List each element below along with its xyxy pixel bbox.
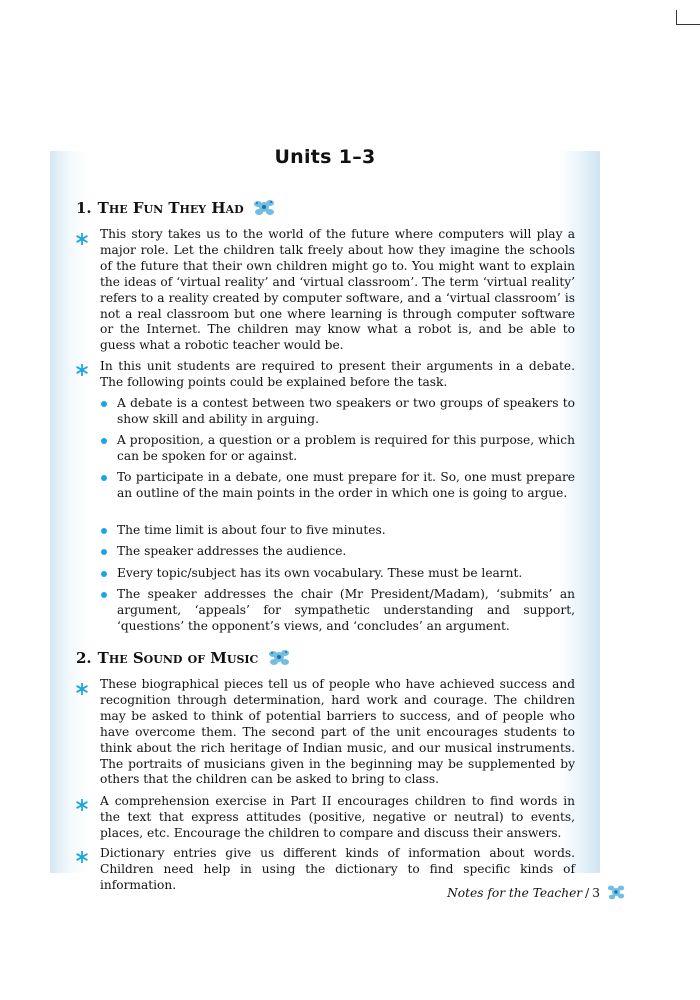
list-item: The time limit is about four to five minutes.	[117, 523, 386, 537]
dot-bullet-icon	[101, 401, 107, 407]
asterisk-star-icon	[76, 851, 88, 863]
blue-flower-emblem-icon	[606, 882, 626, 906]
crop-mark	[676, 24, 700, 25]
page-title: Units 1–3	[274, 146, 376, 168]
section-number: 2.	[76, 649, 92, 667]
paragraph: In this unit students are required to present their arguments in a debate. The following points could be explained before the task.	[100, 359, 575, 389]
dot-bullet-icon	[101, 475, 107, 481]
list-item: A proposition, a question or a problem is required for this purpose, which can be spoken for or against.	[117, 433, 575, 463]
section-title: The Sound of Music	[97, 649, 259, 667]
asterisk-star-icon	[76, 683, 88, 695]
page-number: 3	[592, 886, 600, 900]
paragraph: A comprehension exercise in Part II encourages children to find words in the text that express attitudes (positive, negative or neutral) to events, places, etc. Encourage the children to compare and discuss their answers.	[100, 794, 575, 840]
footer-label: Notes for the Teacher	[447, 886, 583, 900]
asterisk-star-icon	[76, 233, 88, 245]
paragraph: Dictionary entries give us different kinds of information about words. Children need help in using the dictionary to find specific kinds of information.	[100, 846, 575, 892]
running-footer	[447, 886, 600, 900]
list-item: The speaker addresses the chair (Mr President/Madam), ‘submits’ an argument, ‘appeals’ for sympathetic understanding and support, ‘questions’ the opponent’s views, and ‘concludes’ an argument.	[117, 587, 575, 633]
section-number: 1.	[76, 199, 92, 217]
paragraph: These biographical pieces tell us of people who have achieved success and recognition through determination, hard work and courage. The children may be asked to think of potential barriers to success, and of people who have overcome them. The second part of the unit encourages students to think about the rich heritage of Indian music, and our musical instruments. The portraits of musicians given in the beginning may be supplemented by others that the children can be asked to bring to class.	[100, 677, 575, 787]
list-item: Every topic/subject has its own vocabulary. These must be learnt.	[117, 566, 523, 580]
paragraph: This story takes us to the world of the future where computers will play a major role. Let the children talk freely about how they imagine the schools of the future that their own children might go to. You might want to explain the ideas of ‘virtual reality’ and ‘virtual classroom’. The term ‘virtual reality’ refers to a reality created by computer software, and a ‘virtual classroom’ is not a real classroom but one where learning is through computer software or the Internet. The children may know what a robot is, and be able to guess what a robotic teacher would be.	[100, 227, 575, 353]
list-item: The speaker addresses the audience.	[117, 544, 347, 558]
blue-flower-emblem-icon	[251, 197, 277, 223]
list-item: A debate is a contest between two speakers or two groups of speakers to show skill and ability in arguing.	[117, 396, 575, 426]
dot-bullet-icon	[101, 549, 107, 555]
footer-separator: /	[585, 886, 590, 900]
dot-bullet-icon	[101, 571, 107, 577]
asterisk-star-icon	[76, 799, 88, 811]
section-heading-1	[76, 197, 277, 223]
asterisk-star-icon	[76, 364, 88, 376]
blue-flower-emblem-icon	[266, 647, 292, 673]
section-title: The Fun They Had	[97, 199, 244, 217]
dot-bullet-icon	[101, 592, 107, 598]
dot-bullet-icon	[101, 438, 107, 444]
dot-bullet-icon	[101, 528, 107, 534]
list-item: To participate in a debate, one must prepare for it. So, one must prepare an outline of the main points in the order in which one is going to argue.	[117, 470, 575, 500]
section-heading-2	[76, 647, 292, 673]
